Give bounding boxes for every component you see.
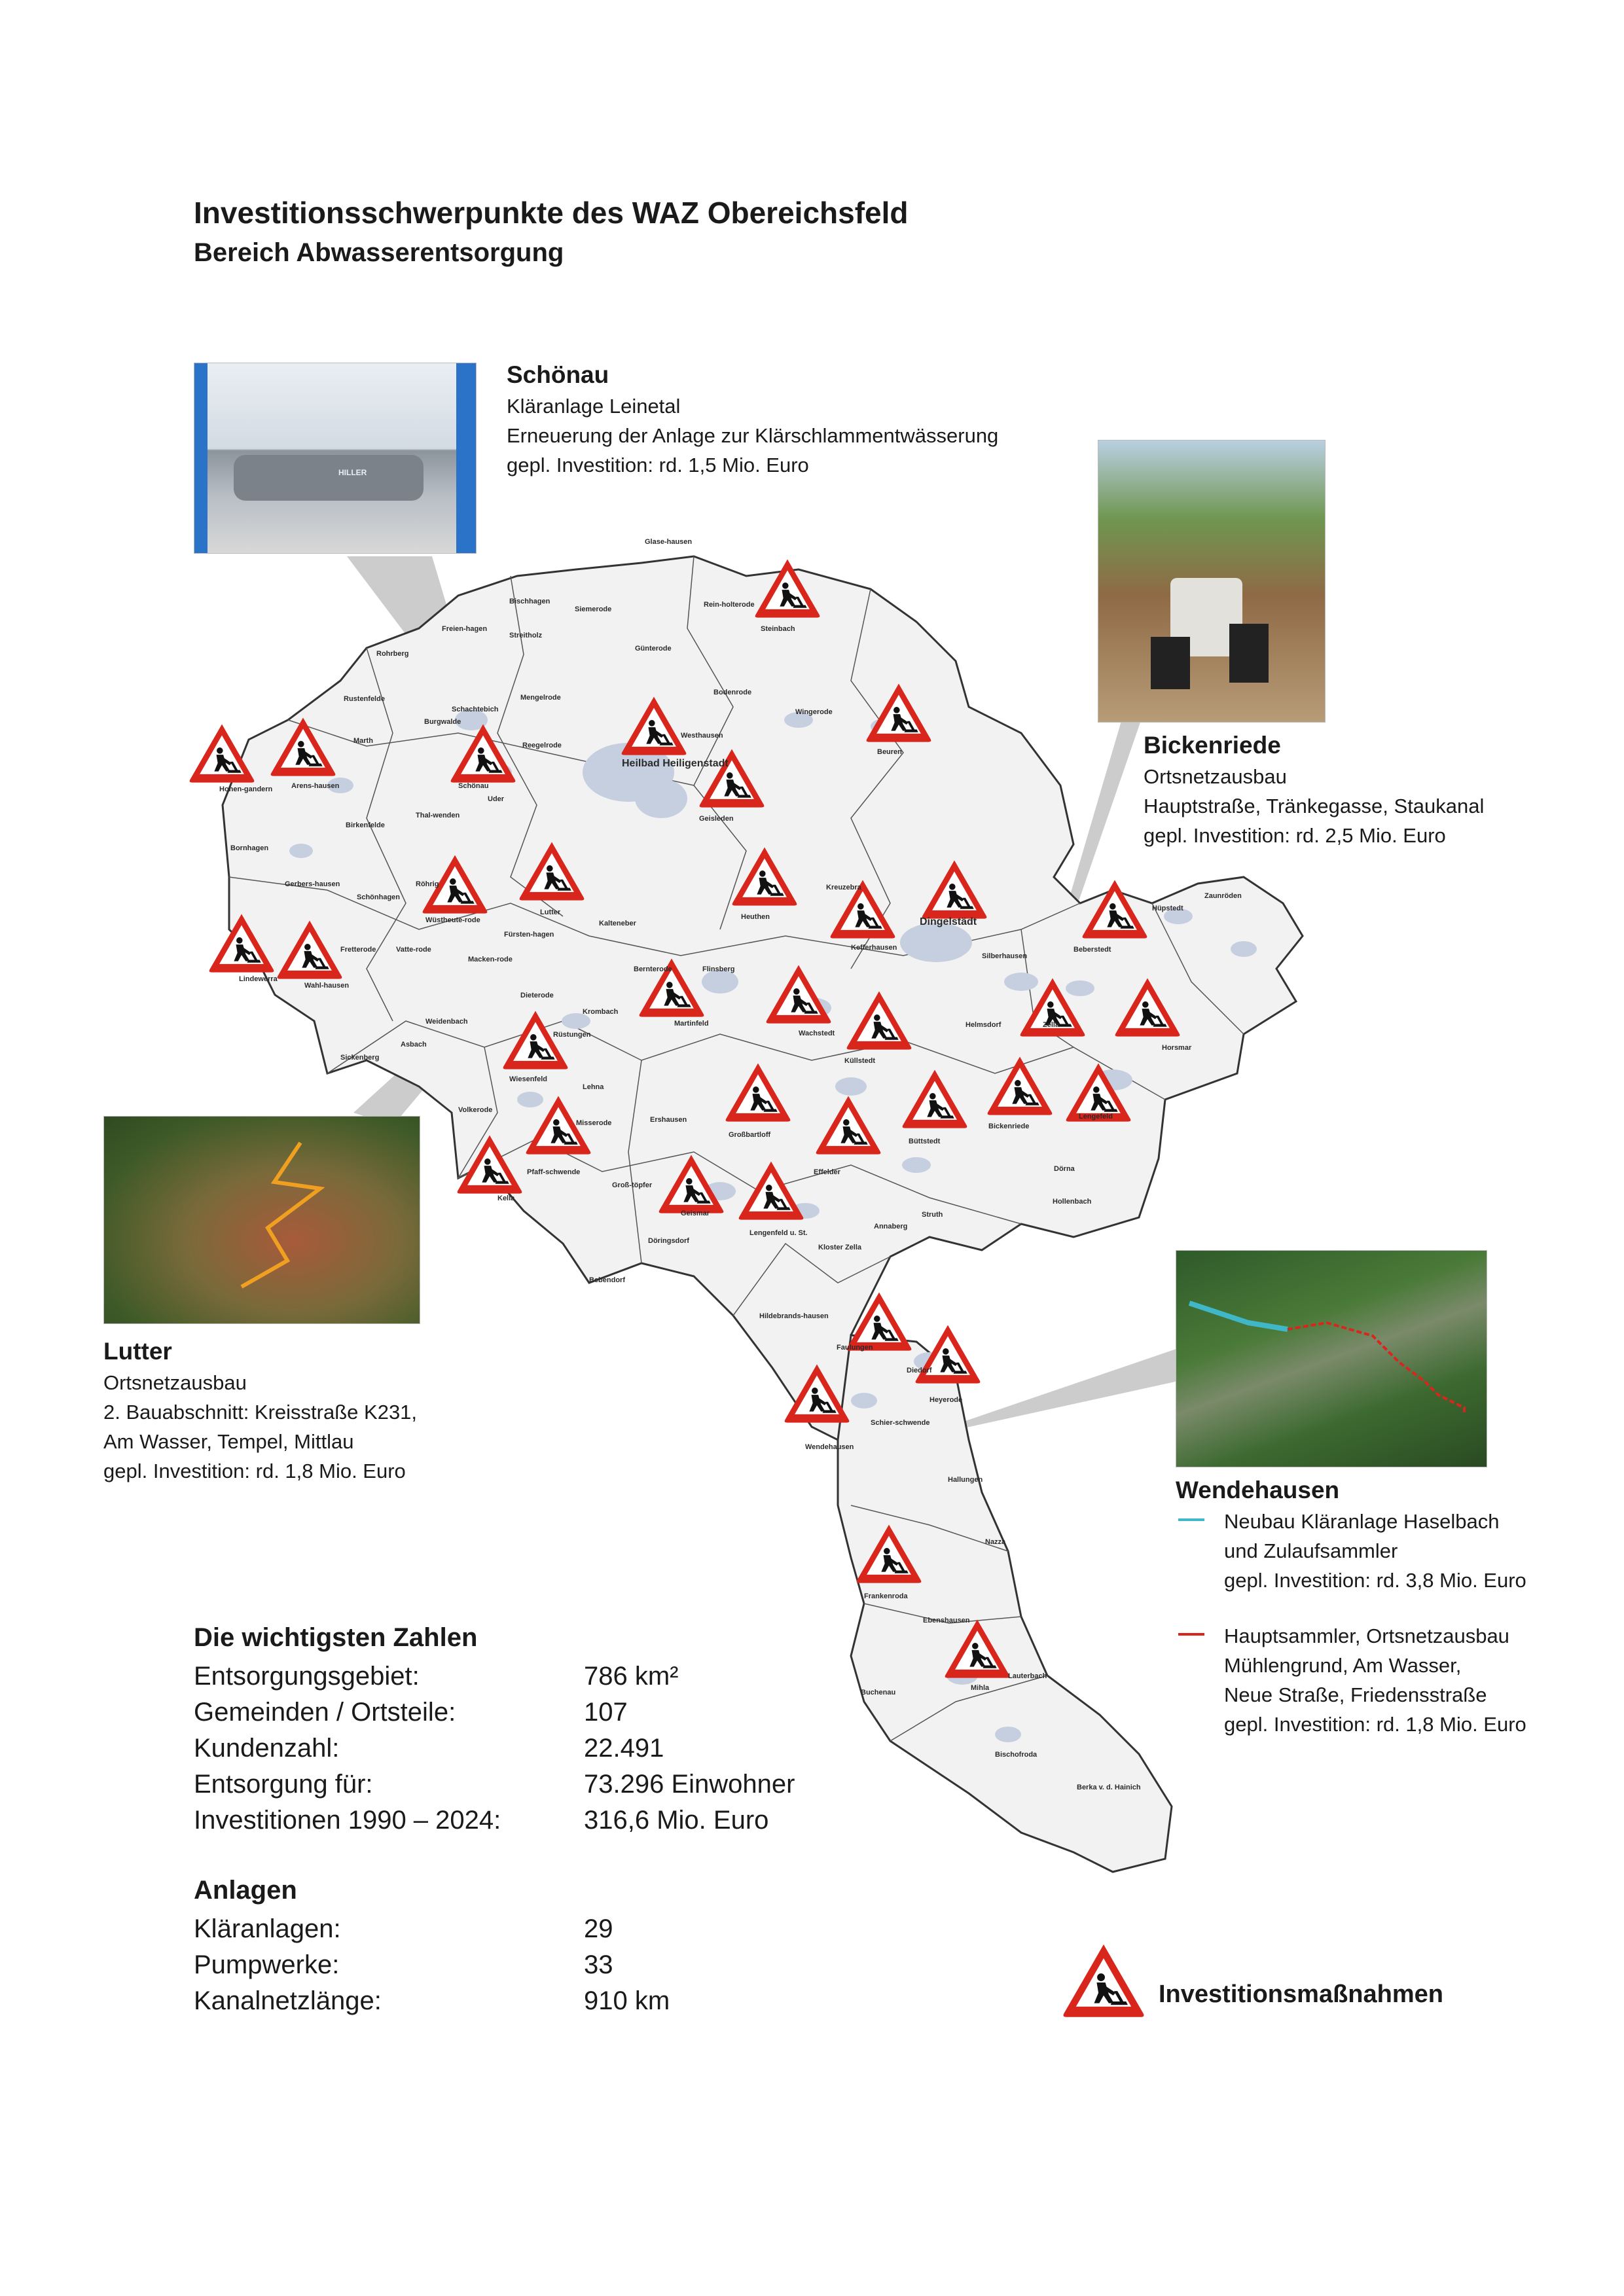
place-label: Uder <box>488 795 505 803</box>
place-label: Buchenau <box>861 1689 896 1696</box>
place-label: Berka v. d. Hainich <box>1077 1784 1141 1791</box>
place-label: Kreuzebra <box>826 884 861 891</box>
place-label: Fürsten-hagen <box>504 931 554 939</box>
place-label: Westhausen <box>681 732 723 740</box>
place-label: Lutter <box>540 908 561 916</box>
place-label: Geisleden <box>699 815 734 823</box>
place-label: Hollenbach <box>1053 1198 1092 1206</box>
place-label: Schönau <box>458 782 489 790</box>
place-label: Effelder <box>814 1168 840 1176</box>
place-label: Günterode <box>635 645 672 653</box>
place-label: Gerbers-hausen <box>285 880 340 888</box>
place-label: Steinbach <box>761 625 795 633</box>
place-label: Zaunröden <box>1204 892 1242 900</box>
place-label: Freien-hagen <box>442 625 488 633</box>
bickenriede-title: Bickenriede <box>1144 732 1281 759</box>
place-label: Ershausen <box>650 1116 687 1124</box>
stats-table <box>194 1659 848 1842</box>
place-label: Schier-schwende <box>871 1419 930 1427</box>
place-label: Lindewerra <box>239 975 278 983</box>
lutter-photo <box>103 1116 420 1324</box>
place-label: Beberstedt <box>1074 946 1111 954</box>
stat-label: Pumpwerke: <box>194 1950 340 1979</box>
place-label: Heyerode <box>929 1396 963 1404</box>
place-label: Hildebrands-hausen <box>759 1312 829 1320</box>
place-label: Birkenfelde <box>346 821 385 829</box>
place-label: Diedorf <box>907 1367 932 1374</box>
stat-label: Kundenzahl: <box>194 1734 340 1763</box>
place-label: Wendehausen <box>805 1443 854 1451</box>
legend-label: Investitionsmaßnahmen <box>1159 1981 1443 2008</box>
place-label: Thal-wenden <box>416 812 460 819</box>
place-label: Reegelrode <box>522 742 562 749</box>
place-label: Beuren <box>877 748 902 756</box>
place-label: Misserode <box>576 1119 612 1127</box>
legend-roadwork-sign-icon <box>1064 1945 1144 2017</box>
place-label: Marth <box>353 737 373 745</box>
place-label: Wiesenfeld <box>509 1075 547 1083</box>
stat-value: 316,6 Mio. Euro <box>584 1806 769 1835</box>
place-label: Röhrig <box>416 880 439 888</box>
place-label: Annaberg <box>874 1223 908 1230</box>
page-subtitle: Bereich Abwasserentsorgung <box>194 238 564 267</box>
place-label: Pfaff-schwende <box>527 1168 581 1176</box>
stat-label: Kanalnetzlänge: <box>194 1986 382 2015</box>
place-label: Siemerode <box>575 605 612 613</box>
place-label: Burgwalde <box>424 718 461 726</box>
place-label: Wahl-hausen <box>304 982 350 990</box>
place-label: Küllstedt <box>844 1057 876 1065</box>
anlagen-table <box>194 1911 848 2022</box>
place-label: Bodenrode <box>713 689 752 696</box>
stat-label: Gemeinden / Ortsteile: <box>194 1698 456 1727</box>
place-label: Rohrberg <box>376 650 409 658</box>
place-label: Macken-rode <box>468 956 513 963</box>
place-label: Zella <box>1043 1021 1060 1029</box>
wendehausen-photo <box>1176 1250 1487 1467</box>
place-label: Sickenberg <box>340 1054 380 1062</box>
lutter-text: Ortsnetzausbau 2. Bauabschnitt: Kreisstraße K231, Am Wasser, Tempel, Mittlau gepl. Investition: rd. 1,8 Mio. Euro <box>103 1371 418 1482</box>
wendehausen-title: Wendehausen <box>1176 1477 1340 1503</box>
place-label: Rein-holterode <box>704 601 755 609</box>
place-label: Büttstedt <box>909 1138 941 1145</box>
place-label: Bernterode <box>634 965 672 973</box>
place-label: Frankenroda <box>864 1592 908 1600</box>
place-label: Kefferhausen <box>851 944 897 952</box>
schoenau-photo <box>194 363 477 554</box>
place-label: Fretterode <box>340 946 376 954</box>
place-label: Geismar <box>681 1210 710 1217</box>
place-label: Bebendorf <box>589 1276 625 1284</box>
bickenriede-photo <box>1098 440 1326 723</box>
place-label: Flinsberg <box>702 965 735 973</box>
place-label: Lauterbach <box>1008 1672 1047 1680</box>
place-label: Volkerode <box>458 1106 493 1114</box>
place-label: Nazza <box>985 1538 1006 1546</box>
place-label: Vatte-rode <box>396 946 431 954</box>
place-label: Arens-hausen <box>291 782 340 790</box>
wendehausen-text-2: Hauptsammler, Ortsnetzausbau Mühlengrund, Am Wasser, Neue Straße, Friedensstraße gepl. Investition: rd. 1,8 Mio. Euro <box>1224 1624 1526 1736</box>
place-label: Kella <box>497 1194 515 1202</box>
place-label: Lehna <box>583 1083 604 1091</box>
place-label: Faulungen <box>837 1344 873 1352</box>
page-title: Investitionsschwerpunkte des WAZ Obereichsfeld <box>194 196 909 230</box>
bickenriede-text: Ortsnetzausbau Hauptstraße, Tränkegasse, Staukanal gepl. Investition: rd. 2,5 Mio. Euro <box>1144 765 1485 847</box>
anlagen-title: Anlagen <box>194 1876 297 1905</box>
place-label: Dingelstädt <box>920 916 977 927</box>
stat-value: 910 km <box>584 1986 670 2015</box>
place-label: Kloster Zella <box>818 1244 862 1251</box>
place-label: Rustenfelde <box>344 695 385 703</box>
place-label: Streitholz <box>509 632 543 639</box>
place-label: Helmsdorf <box>965 1021 1001 1029</box>
place-label: Dörna <box>1054 1165 1075 1173</box>
stat-value: 73.296 Einwohner <box>584 1770 795 1799</box>
place-label: Groß-töpfer <box>612 1181 653 1189</box>
place-label: Döringsdorf <box>648 1237 689 1245</box>
place-label: Krombach <box>583 1008 619 1016</box>
place-label: Martinfeld <box>674 1020 709 1028</box>
place-label: Mihla <box>971 1684 990 1692</box>
place-label: Rüstungen <box>553 1031 591 1039</box>
wendehausen-text-1: Neubau Kläranlage Haselbach und Zulaufsammler gepl. Investition: rd. 3,8 Mio. Euro <box>1224 1510 1526 1592</box>
place-label: Struth <box>922 1211 943 1219</box>
place-label: Kalteneber <box>599 920 636 927</box>
place-label: Wachstedt <box>799 1030 835 1037</box>
stat-value: 107 <box>584 1698 628 1727</box>
place-label: Hohen-gandern <box>219 785 273 793</box>
place-label: Weidenbach <box>425 1018 468 1026</box>
place-label: Dieterode <box>520 992 554 999</box>
stat-value: 786 km² <box>584 1662 679 1691</box>
place-label: Bischofroda <box>995 1751 1038 1759</box>
place-label: Lengenfeld u. St. <box>749 1229 808 1237</box>
place-label: Asbach <box>401 1041 427 1049</box>
schoenau-title: Schönau <box>507 361 609 388</box>
place-label: Lengefeld <box>1079 1113 1113 1121</box>
stat-label: Investitionen 1990 – 2024: <box>194 1806 501 1835</box>
place-label: Hüpstedt <box>1152 905 1183 912</box>
stat-label: Entsorgungsgebiet: <box>194 1662 420 1691</box>
place-label: Bornhagen <box>230 844 269 852</box>
stat-value: 33 <box>584 1950 613 1979</box>
place-label: Horsmar <box>1162 1044 1192 1052</box>
stats-title: Die wichtigsten Zahlen <box>194 1623 478 1652</box>
place-label: Wüstheute-rode <box>425 916 480 924</box>
stat-label: Entsorgung für: <box>194 1770 373 1799</box>
place-label: Heilbad Heiligenstadt <box>622 758 729 769</box>
place-label: Heuthen <box>741 913 770 921</box>
place-label: Mengelrode <box>520 694 561 702</box>
schoenau-text: Kläranlage Leinetal Erneuerung der Anlage zur Klärschlammentwässerung gepl. Investition: rd. 1,5 Mio. Euro <box>507 395 999 476</box>
place-label: Glase-hausen <box>645 538 693 546</box>
place-label: Bischhagen <box>509 598 550 605</box>
stat-label: Kläranlagen: <box>194 1914 341 1943</box>
place-label: Schönhagen <box>357 893 401 901</box>
photo-brand-text: HILLER <box>338 468 367 477</box>
stat-value: 22.491 <box>584 1734 664 1763</box>
place-label: Hallungen <box>948 1476 983 1484</box>
place-label: Schachtebich <box>452 706 499 713</box>
stat-value: 29 <box>584 1914 613 1943</box>
place-label: Silberhausen <box>982 952 1028 960</box>
place-label: Ebenshausen <box>923 1617 970 1624</box>
place-label: Bickenriede <box>988 1122 1030 1130</box>
lutter-title: Lutter <box>103 1338 172 1365</box>
place-label: Wingerode <box>795 708 833 716</box>
place-label: Großbartloff <box>729 1131 771 1139</box>
